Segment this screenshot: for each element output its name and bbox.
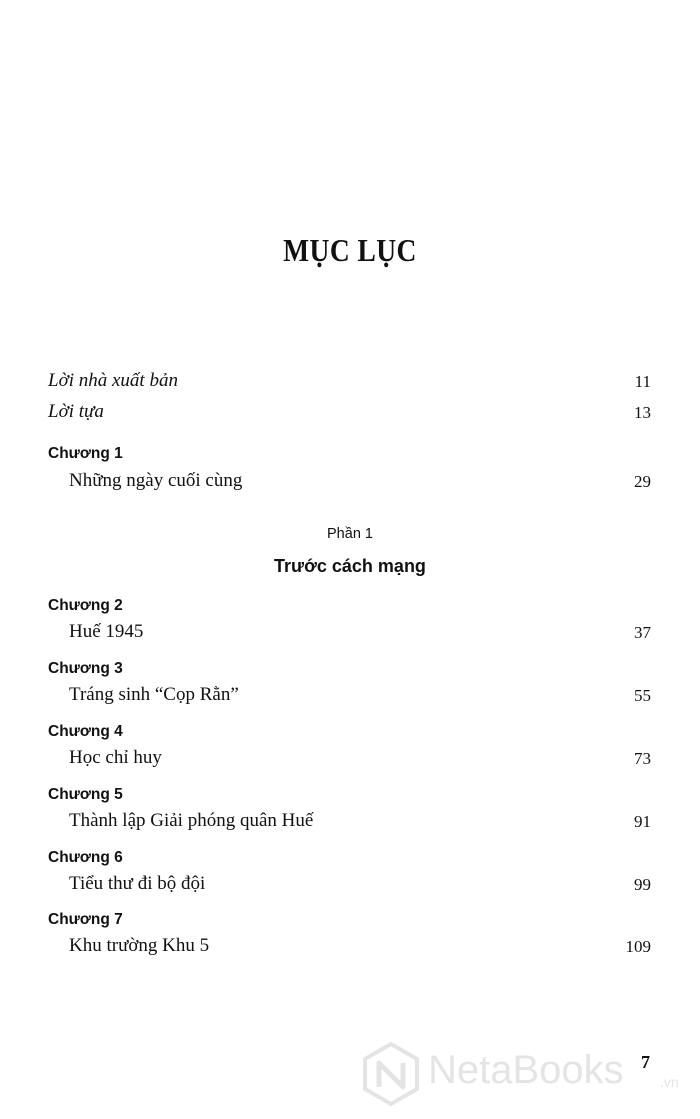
chapter-label: Chương 7: [48, 911, 123, 928]
toc-entry-chapter-5: [0, 810, 700, 836]
toc-entry-label: Khu trường Khu 5: [69, 935, 210, 956]
toc-entry-label: Huế 1945: [69, 621, 144, 642]
toc-entry-label: Lời tựa: [48, 401, 104, 422]
watermark-brand: NetaBooks: [428, 1048, 624, 1092]
toc-entry-label: Lời nhà xuất bản: [48, 370, 178, 391]
chapter-label: Chương 6: [48, 849, 123, 866]
chapter-label: Chương 1: [48, 445, 123, 462]
toc-entry-chapter-1: [0, 470, 700, 496]
watermark-domain: .vn: [660, 1074, 679, 1090]
toc-page-number: 91: [634, 812, 651, 831]
toc-entry-chapter-6: [0, 873, 700, 899]
toc-page-number: 37: [634, 623, 651, 642]
toc-entry-label: Tiểu thư đi bộ đội: [69, 873, 206, 894]
netabooks-logo-icon: [362, 1042, 420, 1106]
toc-page-number: 109: [625, 937, 651, 956]
toc-entry-label: Thành lập Giải phóng quân Huế: [69, 810, 314, 831]
toc-entry-chapter-2: [0, 621, 700, 647]
chapter-label: Chương 3: [48, 660, 123, 677]
toc-page-number: 11: [634, 372, 651, 391]
page-title: MỤC LỤC: [283, 232, 417, 268]
toc-page-number: 13: [634, 403, 651, 422]
toc-page-number: 29: [634, 472, 651, 491]
chapter-label: Chương 4: [48, 723, 123, 740]
toc-entry-label: Học chỉ huy: [69, 747, 162, 768]
toc-entry-front-matter-1: [0, 370, 700, 396]
chapter-label: Chương 2: [48, 597, 123, 614]
page-number: 7: [641, 1052, 650, 1072]
toc-page-number: 73: [634, 749, 651, 768]
toc-entry-chapter-4: [0, 747, 700, 773]
part-title: Trước cách mạng: [274, 556, 426, 576]
toc-entry-label: Tráng sinh “Cọp Rằn”: [69, 684, 239, 705]
chapter-label: Chương 5: [48, 786, 123, 803]
toc-page-number: 55: [634, 686, 651, 705]
toc-entry-chapter-3: [0, 684, 700, 710]
toc-entry-chapter-7: [0, 935, 700, 961]
toc-entry-label: Những ngày cuối cùng: [69, 470, 243, 491]
part-label: Phần 1: [327, 526, 373, 542]
toc-entry-front-matter-2: [0, 401, 700, 427]
toc-page-number: 99: [634, 875, 651, 894]
netabooks-watermark: [362, 1042, 682, 1108]
